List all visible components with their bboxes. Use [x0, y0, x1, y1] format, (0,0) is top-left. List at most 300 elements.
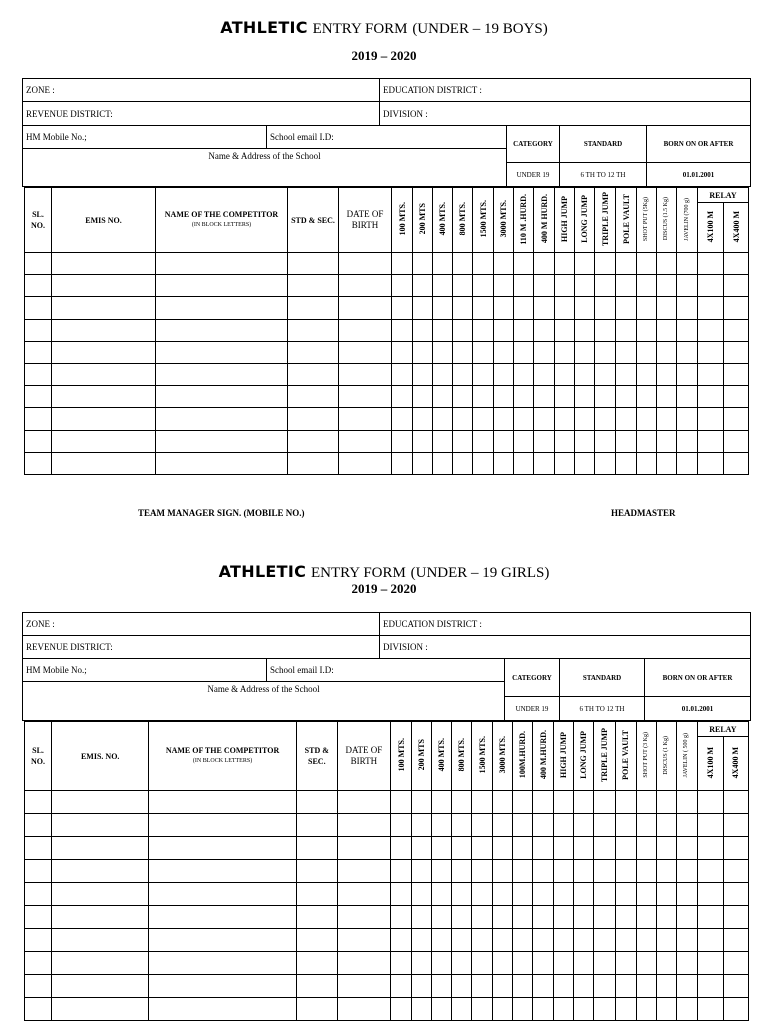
- table-cell[interactable]: [724, 386, 749, 408]
- table-cell[interactable]: [493, 814, 513, 837]
- table-cell[interactable]: [412, 860, 432, 883]
- table-cell[interactable]: [514, 408, 534, 430]
- table-cell[interactable]: [676, 906, 697, 929]
- table-cell[interactable]: [676, 975, 697, 998]
- table-cell[interactable]: [25, 408, 52, 430]
- table-cell[interactable]: [636, 860, 656, 883]
- table-cell[interactable]: [616, 452, 637, 474]
- table-cell[interactable]: [432, 837, 452, 860]
- table-cell[interactable]: [724, 319, 749, 341]
- table-cell[interactable]: [473, 408, 494, 430]
- table-cell[interactable]: [337, 929, 390, 952]
- table-cell[interactable]: [636, 791, 656, 814]
- table-cell[interactable]: [413, 319, 433, 341]
- table-cell[interactable]: [656, 952, 676, 975]
- table-cell[interactable]: [339, 430, 392, 452]
- table-cell[interactable]: [698, 408, 724, 430]
- table-cell[interactable]: [390, 929, 411, 952]
- table-cell[interactable]: [493, 975, 513, 998]
- table-cell[interactable]: [698, 297, 724, 319]
- table-cell[interactable]: [723, 906, 748, 929]
- table-cell[interactable]: [616, 408, 637, 430]
- table-cell[interactable]: [494, 452, 514, 474]
- table-cell[interactable]: [513, 952, 533, 975]
- table-cell[interactable]: [555, 430, 575, 452]
- table-cell[interactable]: [413, 341, 433, 363]
- table-cell[interactable]: [575, 386, 595, 408]
- table-cell[interactable]: [25, 253, 52, 275]
- table-cell[interactable]: [473, 297, 494, 319]
- table-cell[interactable]: [697, 975, 723, 998]
- table-cell[interactable]: [25, 883, 52, 906]
- table-cell[interactable]: [677, 363, 698, 385]
- table-cell[interactable]: [676, 929, 697, 952]
- table-cell[interactable]: [656, 814, 676, 837]
- table-cell[interactable]: [534, 275, 555, 297]
- table-cell[interactable]: [473, 363, 494, 385]
- table-cell[interactable]: [156, 341, 288, 363]
- table-cell[interactable]: [555, 297, 575, 319]
- table-cell[interactable]: [433, 275, 453, 297]
- table-cell[interactable]: [52, 837, 149, 860]
- table-cell[interactable]: [494, 341, 514, 363]
- boys-hm-mobile-field[interactable]: HM Mobile No.;: [22, 125, 267, 149]
- table-cell[interactable]: [513, 837, 533, 860]
- table-cell[interactable]: [25, 791, 52, 814]
- table-cell[interactable]: [452, 998, 472, 1021]
- table-cell[interactable]: [677, 297, 698, 319]
- table-cell[interactable]: [575, 430, 595, 452]
- table-cell[interactable]: [493, 883, 513, 906]
- table-cell[interactable]: [656, 860, 676, 883]
- table-cell[interactable]: [637, 408, 657, 430]
- boys-revenue-district-field[interactable]: REVENUE DISTRICT:: [22, 101, 380, 126]
- table-cell[interactable]: [534, 452, 555, 474]
- table-cell[interactable]: [296, 837, 337, 860]
- table-cell[interactable]: [677, 319, 698, 341]
- table-cell[interactable]: [533, 883, 554, 906]
- table-cell[interactable]: [452, 791, 472, 814]
- table-cell[interactable]: [493, 929, 513, 952]
- table-cell[interactable]: [493, 906, 513, 929]
- table-cell[interactable]: [412, 906, 432, 929]
- table-cell[interactable]: [514, 386, 534, 408]
- table-cell[interactable]: [656, 791, 676, 814]
- table-cell[interactable]: [296, 998, 337, 1021]
- table-cell[interactable]: [432, 883, 452, 906]
- table-cell[interactable]: [493, 837, 513, 860]
- girls-education-district-field[interactable]: EDUCATION DISTRICT :: [379, 612, 751, 636]
- table-cell[interactable]: [156, 319, 288, 341]
- table-cell[interactable]: [616, 297, 637, 319]
- table-cell[interactable]: [636, 883, 656, 906]
- table-cell[interactable]: [433, 386, 453, 408]
- table-cell[interactable]: [432, 929, 452, 952]
- table-cell[interactable]: [412, 929, 432, 952]
- table-cell[interactable]: [493, 952, 513, 975]
- table-cell[interactable]: [637, 253, 657, 275]
- table-cell[interactable]: [473, 452, 494, 474]
- table-cell[interactable]: [453, 430, 473, 452]
- table-cell[interactable]: [392, 430, 413, 452]
- boys-name-address-field[interactable]: Name & Address of the School: [22, 148, 507, 187]
- table-cell[interactable]: [615, 791, 636, 814]
- table-cell[interactable]: [288, 363, 339, 385]
- table-cell[interactable]: [296, 883, 337, 906]
- table-cell[interactable]: [615, 998, 636, 1021]
- table-cell[interactable]: [637, 363, 657, 385]
- table-cell[interactable]: [472, 975, 493, 998]
- table-cell[interactable]: [413, 297, 433, 319]
- table-cell[interactable]: [473, 253, 494, 275]
- table-cell[interactable]: [616, 319, 637, 341]
- table-cell[interactable]: [555, 341, 575, 363]
- boys-division-field[interactable]: DIVISION :: [379, 101, 751, 126]
- table-cell[interactable]: [52, 929, 149, 952]
- table-cell[interactable]: [636, 952, 656, 975]
- table-cell[interactable]: [533, 837, 554, 860]
- table-cell[interactable]: [432, 952, 452, 975]
- table-cell[interactable]: [433, 341, 453, 363]
- table-cell[interactable]: [555, 319, 575, 341]
- table-cell[interactable]: [533, 975, 554, 998]
- table-cell[interactable]: [339, 386, 392, 408]
- table-cell[interactable]: [514, 363, 534, 385]
- table-cell[interactable]: [657, 408, 677, 430]
- table-cell[interactable]: [52, 319, 156, 341]
- table-cell[interactable]: [724, 363, 749, 385]
- table-cell[interactable]: [288, 430, 339, 452]
- table-cell[interactable]: [723, 929, 748, 952]
- girls-zone-field[interactable]: ZONE :: [22, 612, 380, 636]
- table-cell[interactable]: [494, 430, 514, 452]
- table-cell[interactable]: [514, 275, 534, 297]
- table-cell[interactable]: [677, 253, 698, 275]
- table-cell[interactable]: [615, 860, 636, 883]
- table-cell[interactable]: [288, 341, 339, 363]
- table-cell[interactable]: [52, 883, 149, 906]
- table-cell[interactable]: [156, 386, 288, 408]
- table-cell[interactable]: [595, 430, 616, 452]
- table-cell[interactable]: [473, 319, 494, 341]
- table-cell[interactable]: [698, 341, 724, 363]
- table-cell[interactable]: [494, 297, 514, 319]
- table-cell[interactable]: [52, 791, 149, 814]
- table-cell[interactable]: [390, 791, 411, 814]
- table-cell[interactable]: [392, 386, 413, 408]
- table-cell[interactable]: [453, 408, 473, 430]
- table-cell[interactable]: [337, 860, 390, 883]
- table-cell[interactable]: [533, 906, 554, 929]
- table-cell[interactable]: [574, 998, 594, 1021]
- table-cell[interactable]: [413, 363, 433, 385]
- table-cell[interactable]: [594, 814, 615, 837]
- table-cell[interactable]: [574, 975, 594, 998]
- table-cell[interactable]: [52, 860, 149, 883]
- table-cell[interactable]: [595, 297, 616, 319]
- table-cell[interactable]: [453, 452, 473, 474]
- table-cell[interactable]: [574, 860, 594, 883]
- table-cell[interactable]: [25, 452, 52, 474]
- boys-education-district-field[interactable]: EDUCATION DISTRICT :: [379, 78, 751, 102]
- table-cell[interactable]: [534, 253, 555, 275]
- table-cell[interactable]: [616, 253, 637, 275]
- table-cell[interactable]: [636, 998, 656, 1021]
- table-cell[interactable]: [697, 883, 723, 906]
- table-cell[interactable]: [594, 952, 615, 975]
- table-cell[interactable]: [494, 275, 514, 297]
- table-cell[interactable]: [676, 837, 697, 860]
- table-cell[interactable]: [392, 363, 413, 385]
- table-cell[interactable]: [575, 275, 595, 297]
- table-cell[interactable]: [698, 430, 724, 452]
- table-cell[interactable]: [595, 275, 616, 297]
- table-cell[interactable]: [595, 452, 616, 474]
- table-cell[interactable]: [52, 975, 149, 998]
- table-cell[interactable]: [392, 452, 413, 474]
- table-cell[interactable]: [25, 860, 52, 883]
- table-cell[interactable]: [697, 929, 723, 952]
- table-cell[interactable]: [657, 297, 677, 319]
- table-cell[interactable]: [514, 297, 534, 319]
- table-cell[interactable]: [723, 837, 748, 860]
- table-cell[interactable]: [594, 975, 615, 998]
- table-cell[interactable]: [413, 408, 433, 430]
- table-cell[interactable]: [493, 998, 513, 1021]
- table-cell[interactable]: [723, 791, 748, 814]
- table-cell[interactable]: [657, 363, 677, 385]
- table-cell[interactable]: [637, 341, 657, 363]
- table-cell[interactable]: [676, 952, 697, 975]
- table-cell[interactable]: [432, 791, 452, 814]
- table-cell[interactable]: [676, 883, 697, 906]
- table-cell[interactable]: [156, 363, 288, 385]
- table-cell[interactable]: [337, 975, 390, 998]
- table-cell[interactable]: [698, 319, 724, 341]
- table-cell[interactable]: [339, 275, 392, 297]
- table-cell[interactable]: [432, 860, 452, 883]
- table-cell[interactable]: [156, 253, 288, 275]
- table-cell[interactable]: [514, 341, 534, 363]
- table-cell[interactable]: [697, 837, 723, 860]
- table-cell[interactable]: [473, 341, 494, 363]
- table-cell[interactable]: [452, 883, 472, 906]
- table-cell[interactable]: [392, 341, 413, 363]
- table-cell[interactable]: [698, 363, 724, 385]
- table-cell[interactable]: [555, 452, 575, 474]
- table-cell[interactable]: [656, 998, 676, 1021]
- table-cell[interactable]: [472, 814, 493, 837]
- table-cell[interactable]: [574, 814, 594, 837]
- table-cell[interactable]: [594, 791, 615, 814]
- table-cell[interactable]: [657, 319, 677, 341]
- table-cell[interactable]: [554, 975, 574, 998]
- table-cell[interactable]: [616, 386, 637, 408]
- table-cell[interactable]: [554, 906, 574, 929]
- table-cell[interactable]: [149, 883, 296, 906]
- table-cell[interactable]: [25, 975, 52, 998]
- table-cell[interactable]: [534, 319, 555, 341]
- table-cell[interactable]: [433, 363, 453, 385]
- table-cell[interactable]: [288, 297, 339, 319]
- table-cell[interactable]: [390, 975, 411, 998]
- girls-hm-mobile-field[interactable]: HM Mobile No.;: [22, 658, 267, 682]
- table-cell[interactable]: [392, 275, 413, 297]
- table-cell[interactable]: [513, 998, 533, 1021]
- table-cell[interactable]: [337, 883, 390, 906]
- table-cell[interactable]: [25, 363, 52, 385]
- table-cell[interactable]: [637, 297, 657, 319]
- table-cell[interactable]: [724, 430, 749, 452]
- table-cell[interactable]: [390, 837, 411, 860]
- table-cell[interactable]: [514, 319, 534, 341]
- table-cell[interactable]: [575, 408, 595, 430]
- table-cell[interactable]: [724, 341, 749, 363]
- table-cell[interactable]: [392, 408, 413, 430]
- table-cell[interactable]: [390, 906, 411, 929]
- table-cell[interactable]: [636, 906, 656, 929]
- table-cell[interactable]: [337, 998, 390, 1021]
- table-cell[interactable]: [493, 860, 513, 883]
- table-cell[interactable]: [433, 319, 453, 341]
- table-cell[interactable]: [432, 998, 452, 1021]
- table-cell[interactable]: [724, 297, 749, 319]
- table-cell[interactable]: [25, 837, 52, 860]
- table-cell[interactable]: [149, 906, 296, 929]
- table-cell[interactable]: [534, 297, 555, 319]
- table-cell[interactable]: [534, 430, 555, 452]
- table-cell[interactable]: [392, 297, 413, 319]
- table-cell[interactable]: [453, 386, 473, 408]
- table-cell[interactable]: [574, 837, 594, 860]
- table-cell[interactable]: [554, 860, 574, 883]
- table-cell[interactable]: [723, 998, 748, 1021]
- table-cell[interactable]: [472, 906, 493, 929]
- table-cell[interactable]: [616, 430, 637, 452]
- table-cell[interactable]: [52, 341, 156, 363]
- table-cell[interactable]: [677, 452, 698, 474]
- table-cell[interactable]: [656, 929, 676, 952]
- table-cell[interactable]: [494, 363, 514, 385]
- table-cell[interactable]: [432, 814, 452, 837]
- table-cell[interactable]: [575, 363, 595, 385]
- table-cell[interactable]: [52, 386, 156, 408]
- table-cell[interactable]: [288, 386, 339, 408]
- table-cell[interactable]: [724, 408, 749, 430]
- table-cell[interactable]: [296, 860, 337, 883]
- table-cell[interactable]: [453, 363, 473, 385]
- table-cell[interactable]: [337, 791, 390, 814]
- table-cell[interactable]: [52, 452, 156, 474]
- table-cell[interactable]: [52, 363, 156, 385]
- girls-name-address-field[interactable]: Name & Address of the School: [22, 681, 505, 721]
- table-cell[interactable]: [513, 883, 533, 906]
- table-cell[interactable]: [575, 341, 595, 363]
- table-cell[interactable]: [656, 837, 676, 860]
- table-cell[interactable]: [337, 837, 390, 860]
- table-cell[interactable]: [339, 452, 392, 474]
- table-cell[interactable]: [339, 341, 392, 363]
- table-cell[interactable]: [534, 386, 555, 408]
- table-cell[interactable]: [453, 275, 473, 297]
- table-cell[interactable]: [698, 253, 724, 275]
- table-cell[interactable]: [657, 452, 677, 474]
- table-cell[interactable]: [723, 883, 748, 906]
- table-cell[interactable]: [555, 408, 575, 430]
- table-cell[interactable]: [724, 275, 749, 297]
- table-cell[interactable]: [339, 408, 392, 430]
- table-cell[interactable]: [25, 952, 52, 975]
- table-cell[interactable]: [493, 791, 513, 814]
- table-cell[interactable]: [657, 430, 677, 452]
- table-cell[interactable]: [636, 814, 656, 837]
- table-cell[interactable]: [724, 253, 749, 275]
- table-cell[interactable]: [615, 906, 636, 929]
- table-cell[interactable]: [433, 253, 453, 275]
- table-cell[interactable]: [473, 386, 494, 408]
- table-cell[interactable]: [698, 386, 724, 408]
- table-cell[interactable]: [574, 791, 594, 814]
- table-cell[interactable]: [533, 998, 554, 1021]
- table-cell[interactable]: [514, 452, 534, 474]
- table-cell[interactable]: [676, 814, 697, 837]
- table-cell[interactable]: [25, 319, 52, 341]
- table-cell[interactable]: [472, 929, 493, 952]
- table-cell[interactable]: [25, 297, 52, 319]
- table-cell[interactable]: [453, 341, 473, 363]
- table-cell[interactable]: [472, 883, 493, 906]
- table-cell[interactable]: [533, 952, 554, 975]
- table-cell[interactable]: [657, 275, 677, 297]
- table-cell[interactable]: [555, 386, 575, 408]
- table-cell[interactable]: [594, 837, 615, 860]
- table-cell[interactable]: [412, 814, 432, 837]
- table-cell[interactable]: [452, 952, 472, 975]
- table-cell[interactable]: [413, 253, 433, 275]
- table-cell[interactable]: [615, 814, 636, 837]
- table-cell[interactable]: [554, 814, 574, 837]
- table-cell[interactable]: [513, 929, 533, 952]
- table-cell[interactable]: [296, 906, 337, 929]
- table-cell[interactable]: [513, 814, 533, 837]
- table-cell[interactable]: [534, 341, 555, 363]
- table-cell[interactable]: [156, 430, 288, 452]
- table-cell[interactable]: [453, 253, 473, 275]
- table-cell[interactable]: [554, 998, 574, 1021]
- table-cell[interactable]: [656, 906, 676, 929]
- table-cell[interactable]: [594, 883, 615, 906]
- table-cell[interactable]: [473, 430, 494, 452]
- table-cell[interactable]: [149, 791, 296, 814]
- table-cell[interactable]: [52, 408, 156, 430]
- table-cell[interactable]: [494, 386, 514, 408]
- table-cell[interactable]: [724, 452, 749, 474]
- table-cell[interactable]: [595, 341, 616, 363]
- table-cell[interactable]: [554, 883, 574, 906]
- table-cell[interactable]: [574, 883, 594, 906]
- table-cell[interactable]: [25, 814, 52, 837]
- table-cell[interactable]: [432, 906, 452, 929]
- table-cell[interactable]: [697, 814, 723, 837]
- table-cell[interactable]: [472, 860, 493, 883]
- table-cell[interactable]: [156, 275, 288, 297]
- table-cell[interactable]: [513, 906, 533, 929]
- table-cell[interactable]: [52, 906, 149, 929]
- table-cell[interactable]: [723, 860, 748, 883]
- table-cell[interactable]: [514, 430, 534, 452]
- table-cell[interactable]: [533, 929, 554, 952]
- table-cell[interactable]: [390, 883, 411, 906]
